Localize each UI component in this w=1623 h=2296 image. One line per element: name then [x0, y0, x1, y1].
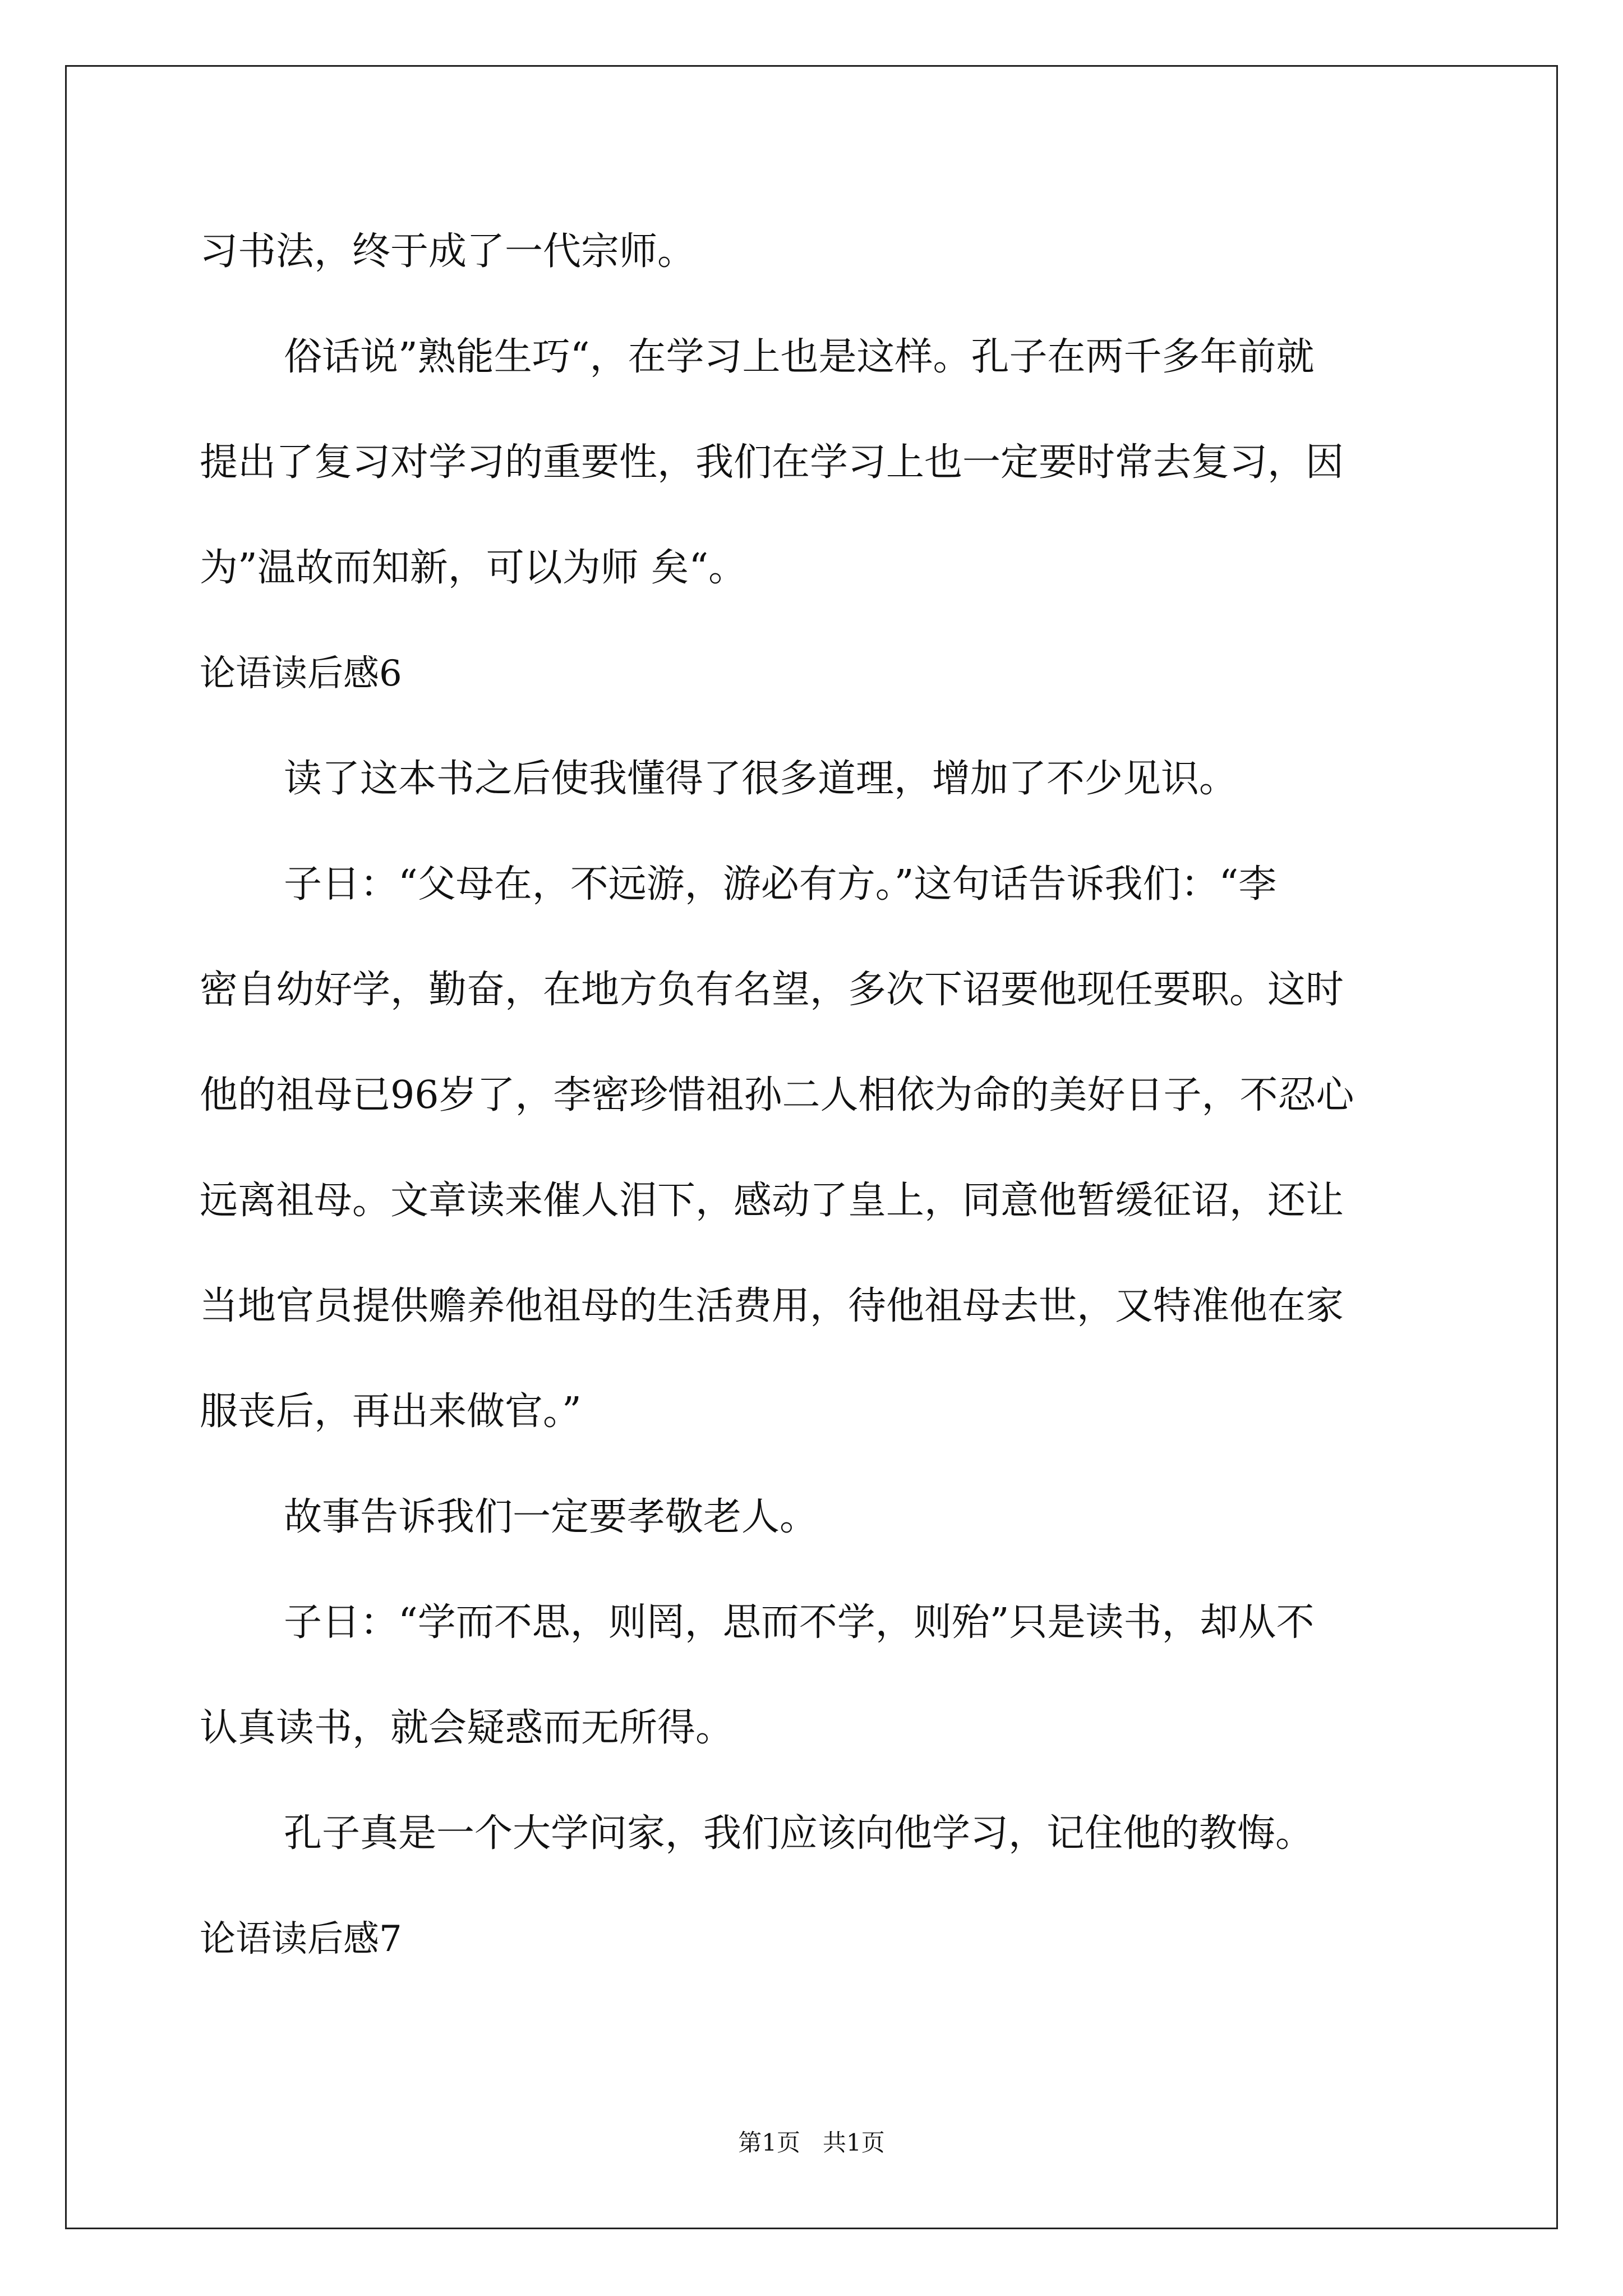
- section-heading: 论语读后感7: [200, 1918, 402, 1960]
- document-body: [200, 199, 1428, 1992]
- text-line: 认真读书，就会疑惑而无所得。: [200, 1706, 734, 1750]
- text-line: 为”温故而知新，可以为师 矣“。: [200, 546, 747, 590]
- text-line: 他的祖母已96岁了，李密珍惜祖孙二人相依为命的美好日子，不忍心: [200, 1073, 1354, 1117]
- text-line: 子日：“学而不思，则罔，思而不学，则殆”只是读书，却从不: [284, 1600, 1315, 1645]
- text-line: 读了这本书之后使我懂得了很多道理，增加了不少见识。: [284, 757, 1238, 801]
- section-heading: 论语读后感6: [200, 653, 402, 694]
- text-line: 子日：“父母在，不远游，游必有方。”这句话告诉我们：“李: [284, 862, 1277, 907]
- text-line: 提出了复习对学习的重要性，我们在学习上也一定要时常去复习，因: [200, 440, 1344, 485]
- text-line: 服丧后，再出来做官。”: [200, 1389, 582, 1434]
- text-line: 远离祖母。文章读来催人泪下，感动了皇上，同意他暂缓征诏，还让: [200, 1179, 1344, 1223]
- text-line: 习书法，终于成了一代宗师。: [200, 229, 696, 274]
- text-line: 密自幼好学，勤奋，在地方负有名望，多次下诏要他现任要职。这时: [200, 968, 1344, 1012]
- text-line: 故事告诉我们一定要孝敬老人。: [284, 1495, 818, 1539]
- page-footer: 第1页 共1页: [738, 2129, 885, 2156]
- text-line: 俗话说”熟能生巧“，在学习上也是这样。孔子在两千多年前就: [284, 335, 1315, 379]
- text-line: 孔子真是一个大学问家，我们应该向他学习，记住他的教悔。: [284, 1811, 1314, 1856]
- text-line: 当地官员提供赡养他祖母的生活费用，待他祖母去世，又特准他在家: [200, 1284, 1344, 1328]
